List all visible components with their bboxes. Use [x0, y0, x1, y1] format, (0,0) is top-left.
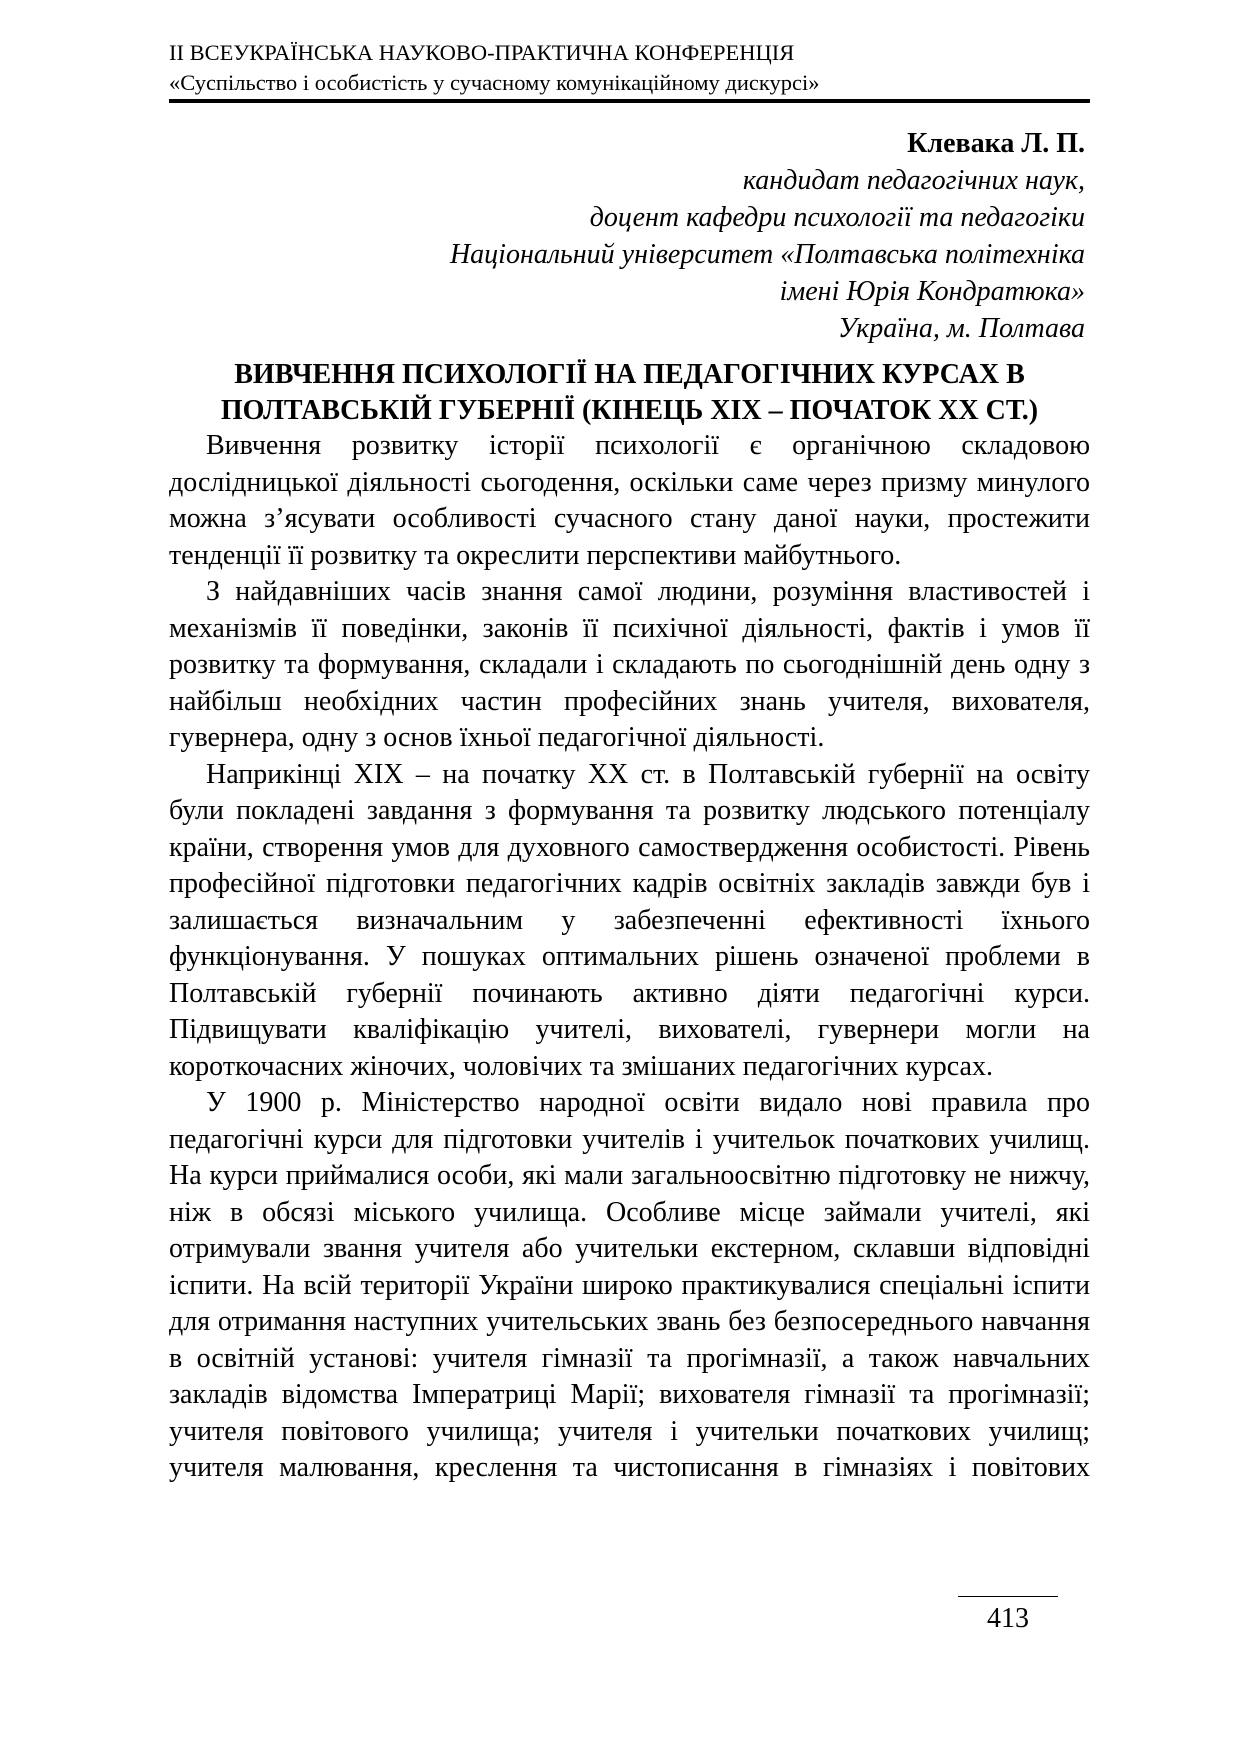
footer-divider	[958, 1596, 1058, 1597]
paragraph-4: У 1900 р. Міністерство народної освіти видало нові правила про педагогічні курси для підготовки учителів і учительок початкових училищ. На курси приймалися особи, які мали загальноосвітню підготовку не нижчу, ніж в обсязі міського училища. Особливе місце займали учителі, які отримували звання учителя або учительки екстерном, склавши відповідні іспити. На всій території України широко практикувалися спеціальні іспити для отримання наступних учительських звань без безпосереднього навчання в освітній установі: учителя гімназії та прогімназії, а також навчальних закладів відомства Імператриці Марії; вихователя гімназії та прогімназії; учителя повітового училища; учителя і учительки початкових училищ; учителя малювання, креслення та чистописання в гімназіях і повітових	[169, 1087, 1090, 1483]
article-title-line-1: ВИВЧЕННЯ ПСИХОЛОГІЇ НА ПЕДАГОГІЧНИХ КУРСАХ В	[234, 359, 1025, 390]
author-degree: кандидат педагогічних наук,	[742, 165, 1085, 196]
conference-subtitle: «Суспільство і особистість у сучасному комунікаційному дискурсі»	[169, 70, 820, 95]
author-location: Україна, м. Полтава	[837, 313, 1085, 344]
paragraph-3: Наприкінці ХІХ – на початку ХХ ст. в Полтавській губернії на освіту були покладені завдання з формування та розвитку людського потенціалу країни, створення умов для духовного самоствердження особистості. Рівень професійної підготовки педагогічних кадрів освітніх закладів завжди був і залишається визначальним у забезпеченні ефективності їхнього функціонування. У пошуках оптимальних рішень означеної проблеми в Полтавській губернії починають активно діяти педагогічні курси. Підвищувати кваліфікацію учителі, вихователі, гувернери могли на короткочасних жіночих, чоловічих та змішаних педагогічних курсах.	[169, 758, 1090, 1082]
header-divider	[169, 99, 1090, 103]
author-block	[450, 125, 1085, 347]
author-position: доцент кафедри психології та педагогіки	[589, 202, 1085, 233]
author-university: Національний університет «Полтавська політехніка	[449, 239, 1085, 270]
running-header	[169, 38, 1090, 98]
conference-title: II ВСЕУКРАЇНСЬКА НАУКОВО-ПРАКТИЧНА КОНФЕРЕНЦІЯ	[169, 40, 795, 65]
article-title	[169, 357, 1090, 429]
paragraph-2: З найдавніших часів знання самої людини, розуміння властивостей і механізмів її поведінки, законів її психічної діяльності, фактів і умов її розвитку та формування, складали і складають по сьогоднішній день одну з найбільш необхідних частин професійних знань учителя, вихователя, гувернера, одну з основ їхньої педагогічної діяльності.	[169, 576, 1090, 753]
page-number: 413	[987, 1603, 1029, 1634]
author-name: Клевака Л. П.	[907, 128, 1085, 159]
article-title-line-2: ПОЛТАВСЬКІЙ ГУБЕРНІЇ (КІНЕЦЬ ХІХ – ПОЧАТОК ХХ СТ.)	[220, 395, 1039, 426]
paragraph-1: Вивчення розвитку історії психології є органічною складовою дослідницької діяльності сьогодення, оскільки саме через призму минулого можна з’ясувати особливості сучасного стану даної науки, простежити тенденції її розвитку та окреслити перспективи майбутнього.	[169, 430, 1090, 571]
article-body	[169, 428, 1090, 1487]
author-university-cont: імені Юрія Кондратюка»	[779, 276, 1085, 307]
